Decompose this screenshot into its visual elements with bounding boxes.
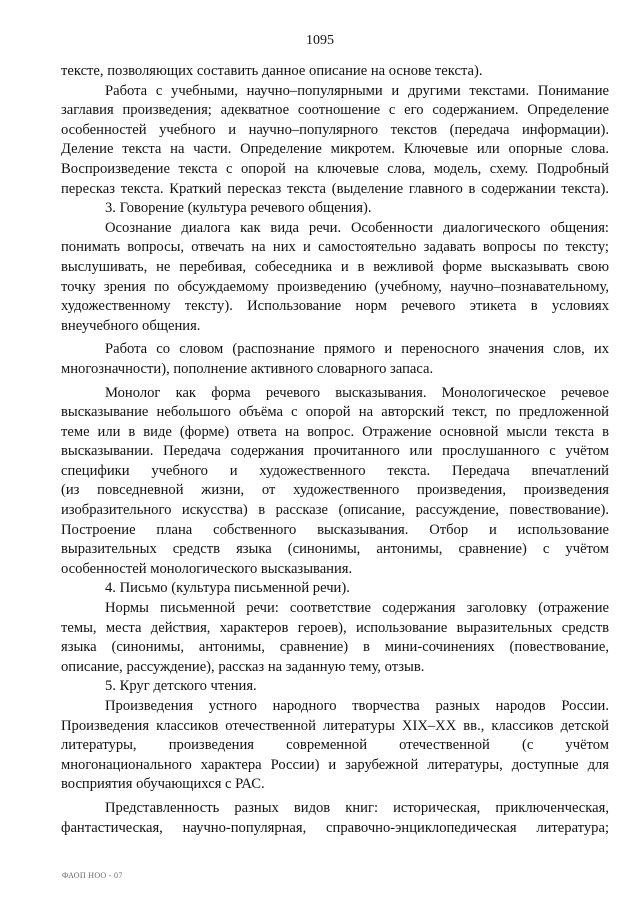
text-line: заглавия произведения; адекватное соотношение с его содержанием. Определение <box>61 102 609 119</box>
text-line: 5. Круг детского чтения. <box>105 678 257 695</box>
text-line: Работа со словом (распознание прямого и переносного значения слов, их <box>105 341 609 358</box>
text-line: точку зрения по обсуждаемому произведению (учебному, научно–познавательному, <box>61 278 609 295</box>
text-line: особенностей учебного и научно–популярного текстов (передача информации). <box>61 121 609 138</box>
text-line: Воспроизведение текста с опорой на ключевые слова, модель, схему. Подробный <box>61 160 609 177</box>
text-line: Произведения устного народного творчества разных народов России. <box>105 698 609 714</box>
text-line: понимать вопросы, отвечать на них и самостоятельно задавать вопросы по тексту; <box>61 239 609 256</box>
text-line: 3. Говорение (культура речевого общения). <box>105 200 372 217</box>
text-line: Произведения классиков отечественной литературы XIX–XX вв., классиков детской <box>61 717 609 734</box>
text-line: Нормы письменной речи: соответствие содержания заголовку (отражение <box>105 600 609 617</box>
text-line: многонационального характера России) и зарубежной литературы, доступные для <box>61 756 609 773</box>
text-line: теме или в виде (форме) ответа на вопрос. Отражение основной мысли текста в <box>61 423 609 440</box>
text-line: специфики учебного и художественного текста. Передача впечатлений <box>61 462 609 479</box>
text-line: изобразительного искусства) в рассказе (описание, рассуждение, повествование). <box>61 502 609 519</box>
text-line: (из повседневной жизни, от художественного произведения, произведения <box>61 482 609 499</box>
text-line: литературы, произведения современной отечественной (с учётом <box>61 737 609 754</box>
text-line: описание, рассуждение), рассказ на заданную тему, отзыв. <box>61 658 425 675</box>
text-line: высказывание небольшого объёма с опорой на авторский текст, по предложенной <box>61 404 609 421</box>
text-line: пересказ текста. Краткий пересказ текста (выделение главного в содержании текста). <box>61 180 609 197</box>
text-line: Деление текста на части. Определение микротем. Ключевые или опорные слова. <box>61 141 609 158</box>
page-number: 1095 <box>306 33 334 48</box>
text-line: восприятия обучающихся с РАС. <box>61 776 265 793</box>
text-line: высказывании. Передача содержания прочитанного или прослушанного с учётом <box>61 443 609 460</box>
text-line: Работа с учебными, научно–популярными и другими текстами. Понимание <box>105 82 609 99</box>
text-line: тексте, позволяющих составить данное описание на основе текста). <box>61 63 483 79</box>
text-line: Построение плана собственного высказывания. Отбор и использование <box>61 521 609 538</box>
text-line: фантастическая, научно-популярная, справочно-энциклопедическая литература; <box>61 819 609 836</box>
text-line: многозначности), пополнение активного словарного запаса. <box>61 360 434 377</box>
text-line: темы, места действия, характеров героев), использование выразительных средств <box>61 619 609 636</box>
text-line: художественному тексту). Использование норм речевого этикета в условиях <box>61 298 609 315</box>
text-line: Представленность разных видов книг: историческая, приключенческая, <box>105 799 609 816</box>
text-line: 4. Письмо (культура письменной речи). <box>105 580 350 597</box>
text-line: Осознание диалога как вида речи. Особенности диалогического общения: <box>105 219 609 236</box>
footer-code: ФАОП НОО - 07 <box>62 871 123 880</box>
text-line: выразительных средств языка (синонимы, антонимы, сравнение) с учётом <box>61 541 609 558</box>
text-line: языка (синонимы, антонимы, сравнение) в мини-сочинениях (повествование, <box>61 639 609 656</box>
text-line: выслушивать, не перебивая, собеседника и в вежливой форме высказывать свою <box>61 258 609 275</box>
text-line: внеучебного общения. <box>61 317 201 334</box>
text-line: Монолог как форма речевого высказывания. Монологическое речевое <box>105 384 609 401</box>
body-text <box>61 62 609 838</box>
text-line: особенностей монологического высказывания. <box>61 560 353 577</box>
